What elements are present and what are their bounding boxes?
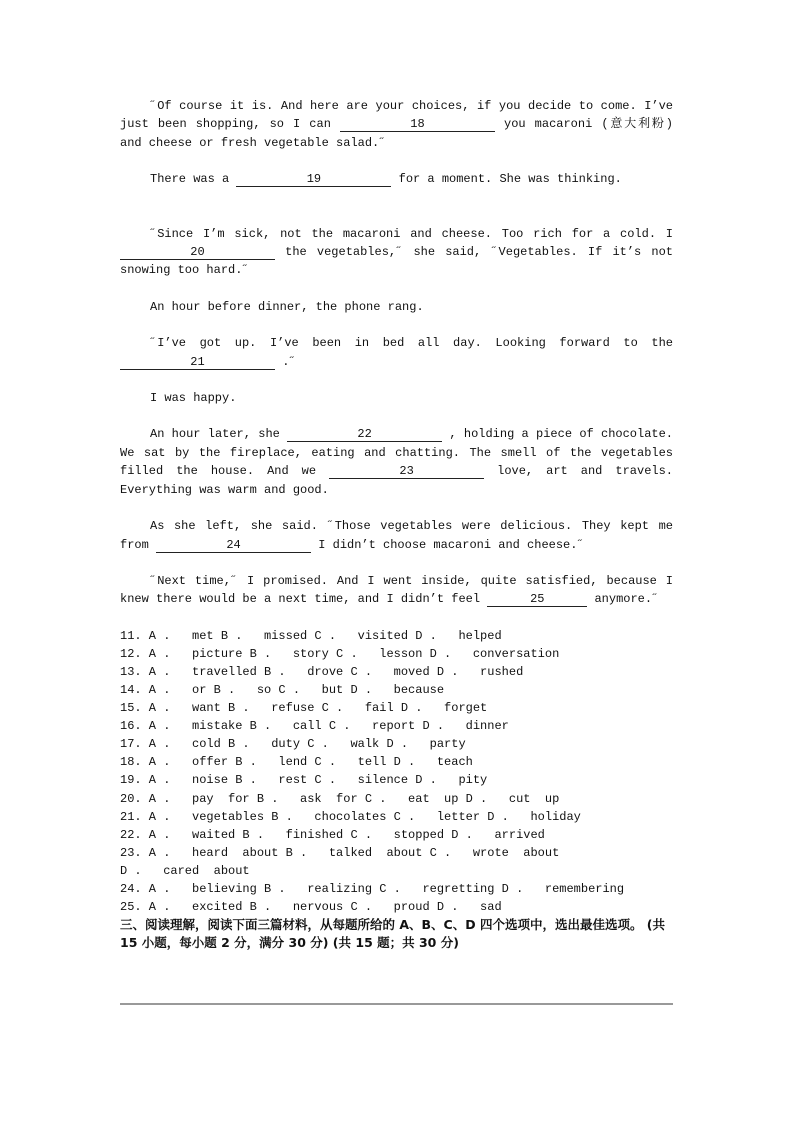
option-row-22: 22. A . waited B . finished C . stopped D . arrived <box>120 827 545 842</box>
blank-25: 25 <box>487 592 587 607</box>
blank-24: 24 <box>156 538 311 553</box>
option-row-20: 20. A . pay for B . ask for C . eat up D . cut up <box>120 791 560 806</box>
section-heading: 三、阅读理解，阅读下面三篇材料，从每题所给的 A、B、C、D 四个选项中，选出最佳选项。 (共 15 小题，每小题 2 分，满分 30 分) (共 15 题；共 30 分) <box>120 917 666 951</box>
option-row-17: 17. A . cold B . duty C . walk D . party <box>120 737 466 752</box>
option-row-19: 19. A . noise B . rest C . silence D . pity <box>120 773 488 788</box>
option-row-23-d: D . cared about <box>120 863 250 878</box>
paragraph-got-up: ˝I’ve got up. I’ve been in bed all day. Looking forward to the 21 .˝ <box>120 334 673 371</box>
paragraph-happy: I was happy. <box>150 391 237 406</box>
option-row-11: 11. A . met B . missed C . visited D . helped <box>120 628 502 643</box>
option-row-15: 15. A . want B . refuse C . fail D . forget <box>120 701 488 716</box>
paragraph-moment: There was a 19 for a moment. She was thinking. <box>150 172 622 187</box>
blank-21: 21 <box>120 355 275 370</box>
option-row-21: 21. A . vegetables B . chocolates C . letter D . holiday <box>120 809 581 824</box>
options-list <box>120 627 673 917</box>
blank-23: 23 <box>329 464 484 479</box>
document-page <box>120 97 673 952</box>
paragraph-left: As she left, she said. ˝Those vegetables were delicious. They kept me from 24 I didn’t choose macaroni and cheese.˝ <box>120 519 673 552</box>
option-row-13: 13. A . travelled B . drove C . moved D . rushed <box>120 664 524 679</box>
paragraph-sick: ˝Since I’m sick, not the macaroni and cheese. Too rich for a cold. I 20 the vegetables,˝ she said, ˝Vegetables. If it’s not snowing too hard.˝ <box>120 226 673 278</box>
paragraph-phone: An hour before dinner, the phone rang. <box>150 299 424 314</box>
option-row-14: 14. A . or B . so C . but D . because <box>120 683 445 697</box>
option-row-23: 23. A . heard about B . talked about C . wrote about <box>120 845 560 860</box>
option-row-18: 18. A . offer B . lend C . tell D . teach <box>120 755 473 770</box>
paragraph-hour-later: An hour later, she 22 , holding a piece of chocolate. We sat by the fireplace, eating and chatting. The smell of the vegetables filled the house. And we 23 love, art and travels. Everything was warm and good. <box>120 427 674 497</box>
blank-20: 20 <box>120 245 275 260</box>
blank-19: 19 <box>236 172 391 187</box>
paragraph-next-time: ˝Next time,˝ I promised. And I went inside, quite satisfied, because I knew there would be a next time, and I didn’t feel 25 anymore.˝ <box>120 573 673 607</box>
blank-22: 22 <box>287 427 442 442</box>
option-row-25: 25. A . excited B . nervous C . proud D . sad <box>120 900 502 915</box>
blank-18: 18 <box>340 117 495 132</box>
option-row-16: 16. A . mistake B . call C . report D . dinner <box>120 719 509 734</box>
option-row-12: 12. A . picture B . story C . lesson D . conversation <box>120 646 560 661</box>
option-row-24: 24. A . believing B . realizing C . regretting D . remembering <box>120 882 625 897</box>
paragraph-choices: ˝Of course it is. And here are your choices, if you decide to come. I’ve just been shopping, so I can 18 you macaroni (意大利粉) and cheese or fresh vegetable salad.˝ <box>120 99 673 150</box>
divider-rule <box>120 1003 673 1005</box>
